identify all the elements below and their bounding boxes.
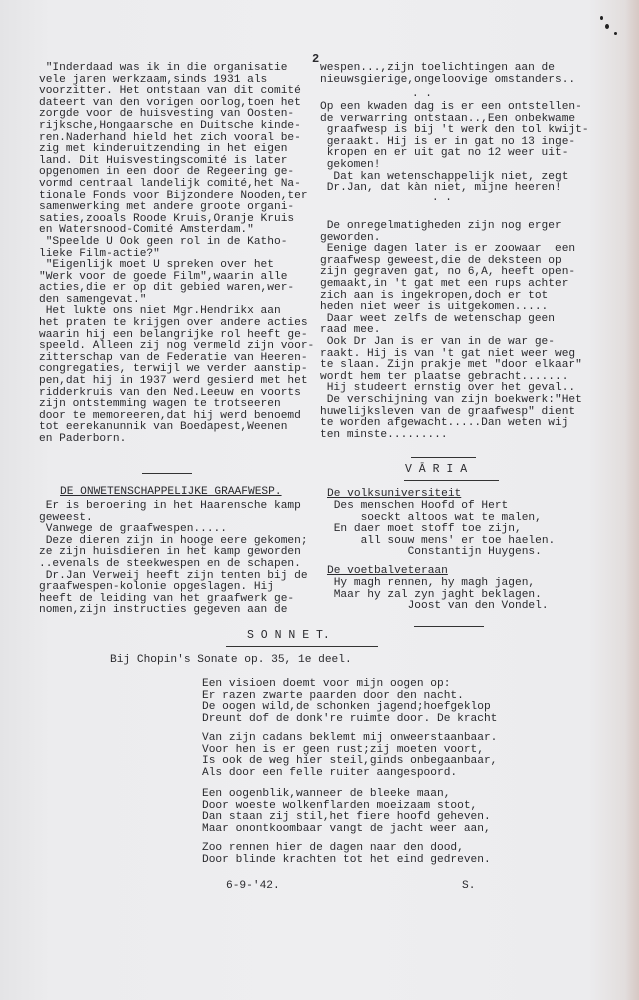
verse-line: soeckt altoos wat te malen, (327, 511, 542, 524)
sonnet-stanza (202, 679, 497, 725)
varia-rule-top (411, 457, 476, 458)
text-line: geworden. (320, 231, 381, 244)
sonnet-signature: S. (462, 880, 476, 892)
text-line: Hij studeert ernstig over het geval.. (320, 382, 576, 395)
text-line: zijn gegraven gat, no 6,A, heeft open- (320, 266, 576, 279)
text-line: den samengevat." (39, 293, 147, 306)
text-line: Daar weet zelfs de wetenschap geen (320, 312, 555, 325)
text-line: saties,zooals Roode Kruis,Oranje Kruis (39, 212, 295, 225)
paper-edge-stain (625, 0, 639, 1000)
text-line: acties,die er op dit gebied waren,wer- (39, 282, 295, 295)
text-line: heeft de leiding van het graafwerk ge- (39, 592, 295, 605)
text-line: congregaties, terwijl we verder aanstip- (39, 363, 308, 376)
text-line: nomen,zijn instructies gegeven aan de (39, 604, 288, 617)
text-line: waarin hij een belangrijke rol heeft ge- (39, 328, 308, 341)
ink-mark (605, 24, 609, 29)
verse-line: Des menschen Hoofd of Hert (327, 500, 509, 512)
sonnet-stanza (202, 843, 491, 866)
text-line: geraakt. Hij is er in gat no 13 inge- (320, 135, 576, 148)
ink-mark (614, 32, 617, 35)
poem-line: De oogen wild,de schonken jagend;hoefgeklop (202, 701, 491, 714)
text-line: huwelijksleven van de graafwesp" dient (320, 405, 576, 418)
text-line: land. Dit Huisvestingscomité is later (39, 154, 288, 167)
text-line: gekomen! (320, 158, 381, 171)
poem-line: Zoo rennen hier de dagen naar den dood, (202, 842, 464, 854)
text-line: wespen...,zijn toelichtingen aan de (320, 62, 555, 74)
verse-line: En daer moet stoff toe zijn, (327, 523, 522, 536)
text-line: tionale Fonds voor Bijzondere Nooden,ter (39, 189, 308, 202)
text-line: Dr.Jan Verweij heeft zijn tenten bij de (39, 569, 308, 582)
text-line: Ook Dr Jan is er van in de war ge- (320, 335, 555, 348)
verse-line: all souw mens' er toe haelen. (327, 534, 556, 547)
text-line: wordt hem ter plaatse gebracht....... (320, 370, 569, 383)
varia-item-verse (327, 501, 555, 559)
sonnet-title-rule (226, 646, 378, 647)
poem-line: Door blinde krachten tot het eind gedreven. (202, 853, 491, 866)
text-line: lieke Film-actie?" (39, 247, 160, 260)
varia-heading: V Ā R I A (405, 463, 468, 476)
text-line: Vanwege de graafwespen..... (39, 523, 227, 536)
text-line: gemaakt,in 't gat met een rups achter (320, 277, 569, 290)
text-line: "Inderdaad was ik in die organisatie (39, 62, 288, 74)
text-line: rijksche,Hongaarsche en Duitsche kinde- (39, 119, 301, 132)
text-line: ..evenals de steekwespen en de schapen. (39, 557, 301, 570)
text-line: dateert van den vorigen oorlog,toen het (39, 96, 301, 109)
text-line: "Speelde U Ook geen rol in de Katho- (39, 235, 288, 248)
poem-line: Maar onontkoombaar vangt de jacht weer aan, (202, 822, 491, 835)
text-line: zich aan is ingekropen,doch er tot (320, 289, 549, 302)
text-line: ze zijn huisdieren in het kamp geworden (39, 546, 301, 559)
poem-line: Van zijn cadans beklemt mij onweerstaanbaar. (202, 732, 498, 744)
text-line: graafwespen-kolonie opgeslagen. Hij (39, 581, 274, 594)
varia-item-title: De voetbalveteraan (327, 565, 448, 577)
text-line: Er is beroering in het Haarensche kamp (39, 500, 301, 512)
text-line: samenwerking met andere groote organi- (39, 201, 295, 214)
separator-dots: . . (432, 192, 452, 204)
poem-line: Een oogenblik,wanneer de bleeke maan, (202, 788, 451, 800)
varia-item-title: De volksuniversiteit (327, 488, 462, 500)
text-line: heden niet weer is uitgekomen..... (320, 301, 549, 314)
text-line: graafwesp geweest,die de deksteen op (320, 254, 562, 267)
verse-line: Joost van den Vondel. (327, 600, 549, 613)
verse-line: Constantijn Huygens. (327, 546, 542, 559)
text-line: de verwarring ontstaan..,Een onbekwame (320, 112, 576, 125)
graafwesp-article (39, 501, 308, 617)
text-line: "Werk voor de goede Film",waarin alle (39, 270, 288, 283)
text-line: voorzitter. Het ontstaan van dit comité (39, 85, 301, 98)
varia-end-rule (414, 626, 484, 627)
varia-item-verse (327, 578, 549, 613)
text-line: raad mee. (320, 324, 381, 337)
poem-line: Is ook de weg hier steil,ginds onbegaanbaar, (202, 755, 498, 768)
text-line: Op een kwaden dag is er een ontstellen- (320, 101, 582, 113)
sonnet-subtitle: Bij Chopin's Sonate op. 35, 1e deel. (110, 654, 352, 666)
text-line: Eenige dagen later is er zoowaar een (320, 243, 576, 256)
text-line: vele jaren werkzaam,sinds 1931 als (39, 73, 268, 86)
right-column-paragraph-2 (320, 102, 589, 195)
text-line: ten minste......... (320, 428, 448, 441)
text-line: vormd centraal landelijk comité,het Na- (39, 177, 301, 190)
separator-dots: . . (412, 88, 432, 100)
left-column-interview (39, 63, 314, 446)
text-line: ridderkruis van den Ned.Leeuw en voorts (39, 386, 301, 399)
text-line: te worden afgewacht.....Dan weten wij (320, 417, 569, 430)
sonnet-date: 6-9-'42. (226, 880, 280, 892)
text-line: speeld. Alleen zij nog vermeld zijn voor- (39, 340, 315, 353)
varia-rule-bottom (404, 480, 499, 481)
text-line: kropen en er uit gat no 12 weer uit- (320, 147, 569, 160)
text-line: Het lukte ons niet Mgr.Hendrikx aan (39, 305, 281, 318)
text-line: opgenomen in een door de Regeering ge- (39, 166, 295, 179)
text-line: Dat kan wetenschappelijk niet, zegt (320, 170, 569, 183)
sonnet-stanza (202, 733, 497, 779)
text-line: te slaan. Zijn prakje met "door elkaar" (320, 359, 582, 372)
poem-line: Als door een felle ruiter aangespoord. (202, 766, 458, 779)
right-column-paragraph-3 (320, 221, 582, 441)
text-line: graafwesp is bij 't werk den tol kwijt- (320, 124, 589, 137)
ink-mark (600, 16, 603, 20)
text-line: ren.Naderhand hield het zich vooral be- (39, 131, 301, 144)
poem-line: Voor hen is er geen rust;zij moeten voort, (202, 743, 484, 756)
text-line: geweest. (39, 511, 93, 524)
page-number: 2 (312, 52, 320, 66)
text-line: Dr.Jan, dat kàn niet, mijne heeren! (320, 182, 562, 195)
text-line: De onregelmatigheden zijn nog erger (320, 220, 562, 232)
text-line: zitterschap van de Federatie van Heeren- (39, 351, 308, 364)
text-line: zijn ontstemming wagen te trotseeren (39, 398, 281, 411)
sonnet-title: S O N N E T. (247, 629, 330, 642)
text-line: "Eigenlijk moet U spreken over het (39, 259, 274, 272)
text-line: zorgde voor de huisvesting van Oosten- (39, 108, 295, 121)
text-line: door te memoreeren,dat hij werd benoemd (39, 409, 301, 422)
section-rule (142, 473, 192, 474)
text-line: en Paderborn. (39, 433, 127, 445)
verse-line: Maar hy zal zyn jaght beklagen. (327, 588, 542, 601)
text-line: zig met kinderuitzending in het eigen (39, 143, 288, 156)
poem-line: Dan staan zij stil,het fiere hoofd geheven. (202, 811, 491, 824)
text-line: Deze dieren zijn in hooge eere gekomen; (39, 534, 308, 547)
text-line: tot eerekanunnik van Boedapest,Weenen (39, 421, 288, 434)
sonnet-stanza (202, 789, 491, 835)
text-line: nieuwsgierige,ongeloovige omstanders.. (320, 73, 576, 86)
text-line: en Watersnood-Comité Amsterdam." (39, 224, 254, 237)
poem-line: Dreunt dof de donk're ruimte door. De kracht (202, 712, 498, 725)
verse-line: Hy magh rennen, hy magh jagen, (327, 577, 536, 589)
graafwesp-heading: DE ONWETENSCHAPPELIJKE GRAAFWESP. (60, 486, 282, 498)
text-line: raakt. Hij is van 't gat niet weer weg (320, 347, 576, 360)
text-line: De verschijning van zijn boekwerk:"Het (320, 393, 582, 406)
poem-line: Door woeste wolkenflarden moeizaam stoot, (202, 799, 478, 812)
poem-line: Een visioen doemt voor mijn oogen op: (202, 678, 451, 690)
text-line: het praten te krijgen over andere acties (39, 317, 308, 330)
poem-line: Er razen zwarte paarden door den nacht. (202, 689, 464, 702)
right-column-top (320, 63, 575, 86)
text-line: pen,dat hij in 1937 werd gesierd met het (39, 375, 308, 388)
